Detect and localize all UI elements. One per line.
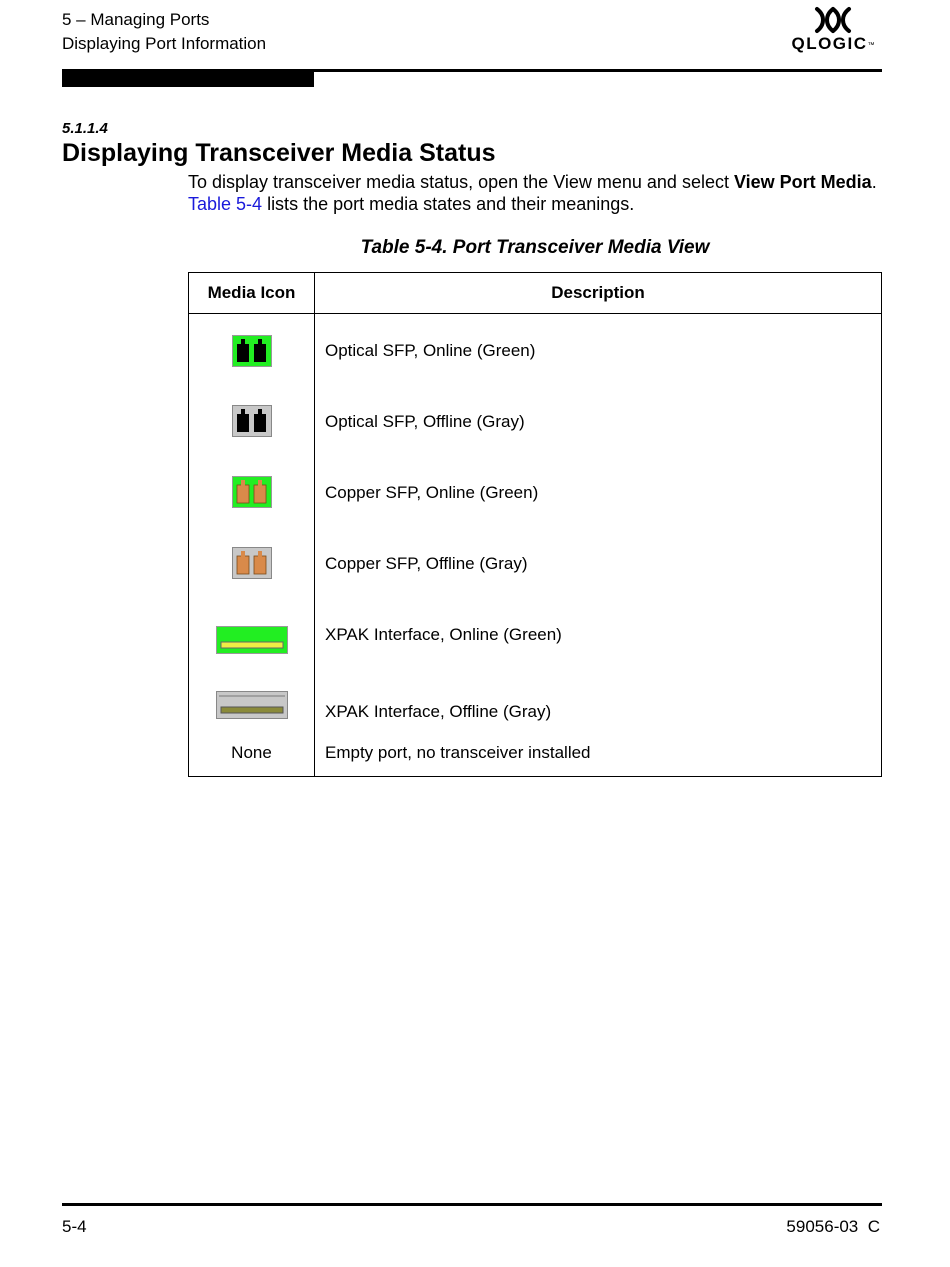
menu-item-reference: View Port Media (733, 172, 872, 192)
qlogic-logo (788, 6, 878, 62)
table-row (189, 314, 882, 388)
copper-sfp-offline-icon (232, 547, 272, 579)
media-icon-cell (189, 314, 315, 388)
header-chapter: 5 – Managing Ports (62, 10, 210, 29)
media-icon-cell (189, 459, 315, 530)
column-header-media-icon: Media Icon (189, 273, 315, 314)
xpak-online-icon (216, 626, 288, 654)
media-icon-cell (189, 678, 315, 734)
table-row (189, 388, 882, 459)
description-cell: Optical SFP, Offline (Gray) (315, 388, 882, 459)
optical-sfp-online-icon (232, 335, 272, 367)
description-cell: Empty port, no transceiver installed (315, 734, 882, 777)
xpak-offline-icon (216, 691, 288, 719)
table-row (189, 530, 882, 601)
media-icon-cell (189, 388, 315, 459)
section-number: 5.1.1.4 (62, 120, 108, 137)
page-number: 5-4 (62, 1217, 87, 1236)
table-row (189, 734, 882, 777)
section-paragraph: To display transceiver media status, open the View menu and select View Port Media. Table 5-4 lists the port media states and their meanings. (188, 172, 877, 214)
table-caption: Table 5-4. Port Transceiver Media View (360, 237, 710, 258)
section-title: Displaying Transceiver Media Status (62, 139, 496, 167)
description-cell: Optical SFP, Online (Green) (315, 314, 882, 388)
document-id: 59056-03 C (786, 1217, 880, 1236)
optical-sfp-offline-icon (232, 405, 272, 437)
description-cell: XPAK Interface, Offline (Gray) (315, 678, 882, 734)
media-table (188, 272, 882, 777)
media-icon-cell (189, 601, 315, 678)
media-icon-cell: None (189, 734, 315, 777)
copper-sfp-online-icon (232, 476, 272, 508)
description-cell: Copper SFP, Offline (Gray) (315, 530, 882, 601)
column-header-description: Description (315, 273, 882, 314)
table-link[interactable]: Table 5-4 (188, 194, 263, 214)
logo-wordmark: QLOGIC™ (791, 34, 875, 53)
media-icon-cell (189, 530, 315, 601)
table-row (189, 601, 882, 678)
footer-rule (62, 1203, 882, 1206)
qlogic-logo-icon (813, 6, 853, 34)
description-cell: Copper SFP, Online (Green) (315, 459, 882, 530)
table-row (189, 459, 882, 530)
description-cell: XPAK Interface, Online (Green) (315, 601, 882, 678)
table-row (189, 678, 882, 734)
header-rule-bar (62, 72, 314, 87)
header-section: Displaying Port Information (62, 34, 267, 53)
